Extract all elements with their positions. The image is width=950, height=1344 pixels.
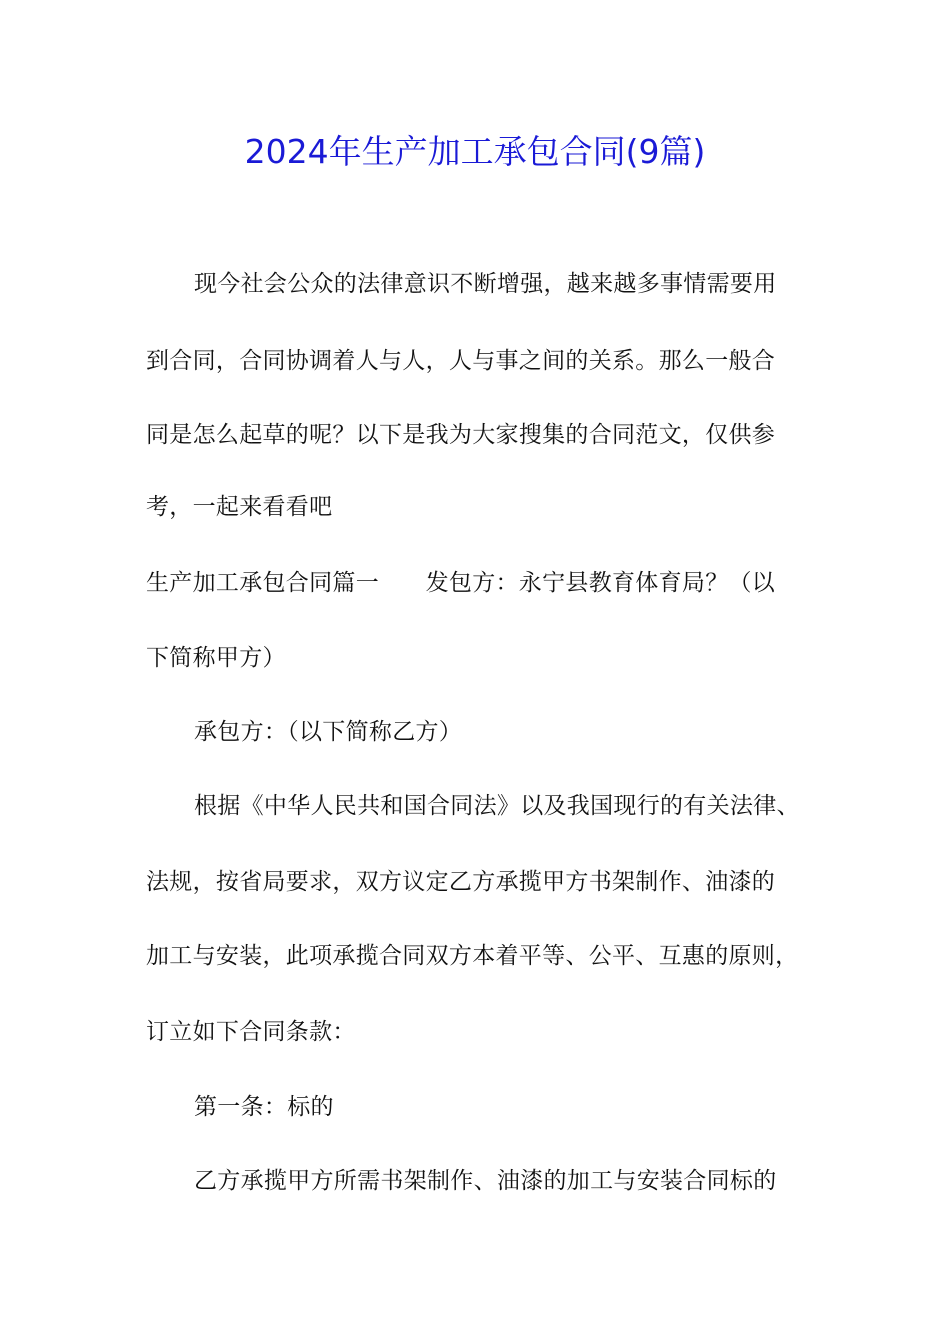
section-heading-line: 生产加工承包合同篇一 发包方：永宁县教育体育局？（以 — [146, 570, 776, 596]
article-heading: 第一条：标的 — [194, 1094, 334, 1120]
paragraph-line: 订立如下合同条款： — [146, 1019, 356, 1045]
paragraph-line: 加工与安装，此项承揽合同双方本着平等、公平、互惠的原则， — [146, 943, 799, 969]
paragraph-line: 考，一起来看看吧 — [146, 494, 333, 520]
paragraph-line: 根据《中华人民共和国合同法》以及我国现行的有关法律、 — [194, 793, 800, 819]
paragraph-line: 法规，按省局要求，双方议定乙方承揽甲方书架制作、油漆的 — [146, 869, 776, 895]
paragraph-line: 承包方：（以下简称乙方） — [194, 719, 463, 745]
paragraph-line: 同是怎么起草的呢？以下是我为大家搜集的合同范文，仅供参 — [146, 422, 776, 448]
paragraph-line: 下简称甲方） — [146, 645, 286, 671]
document-title: 2024年生产加工承包合同(9篇) — [244, 132, 706, 171]
paragraph-line: 现今社会公众的法律意识不断增强，越来越多事情需要用 — [194, 271, 777, 297]
paragraph-line: 乙方承揽甲方所需书架制作、油漆的加工与安装合同标的 — [194, 1168, 777, 1194]
paragraph-line: 到合同，合同协调着人与人，人与事之间的关系。那么一般合 — [146, 348, 776, 374]
